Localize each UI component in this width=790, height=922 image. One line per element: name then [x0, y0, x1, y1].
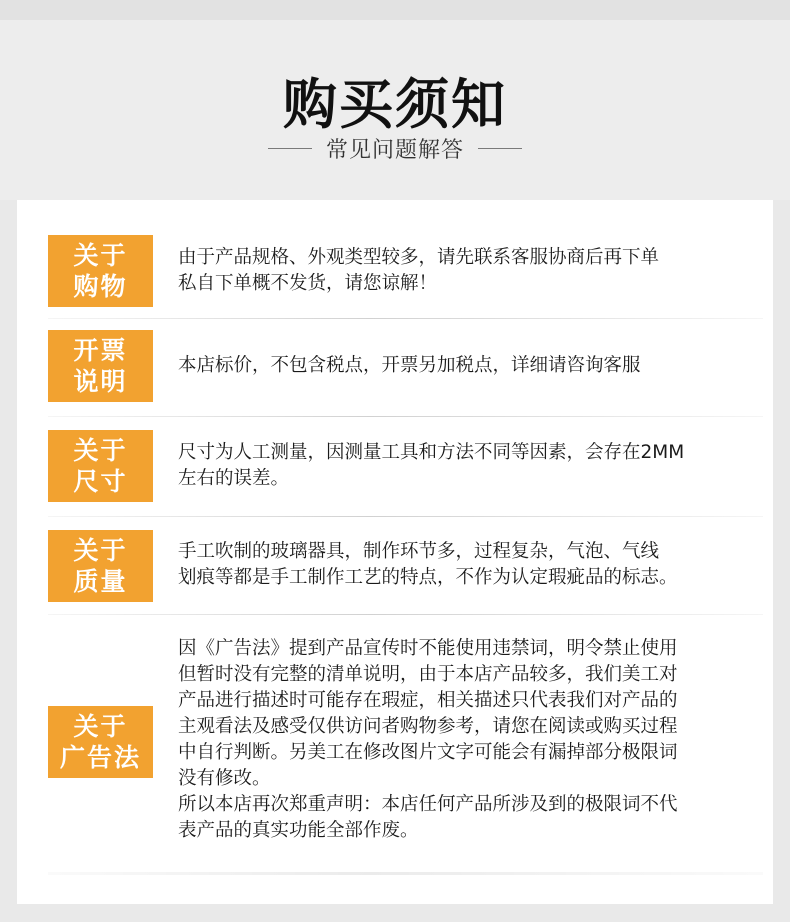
answer-line: 手工吹制的玻璃器具，制作环节多，过程复杂，气泡、气线 — [178, 541, 660, 562]
answer-line: 产品进行描述时可能存在瑕症，相关描述只代表我们对产品的 — [178, 690, 678, 711]
badge-shopping — [48, 235, 153, 307]
divider — [48, 872, 763, 875]
badge-size — [48, 430, 153, 502]
answer-size — [178, 437, 748, 495]
answer-line: 私自下单概不发货，请您谅解！ — [178, 273, 438, 294]
answer-line: 没有修改。 — [178, 768, 271, 789]
answer-quality — [178, 536, 748, 594]
answer-invoice — [178, 340, 748, 392]
divider — [48, 416, 763, 417]
answer-line: 因《广告法》提到产品宣传时不能使用违禁词，明令禁止使用 — [178, 638, 678, 659]
answer-line: 本店标价，不包含税点，开票另加税点，详细请咨询客服 — [178, 355, 641, 376]
subtitle-line-right — [478, 148, 522, 149]
answer-line: 所以本店再次郑重声明：本店任何产品所涉及到的极限词不代 — [178, 794, 678, 815]
answer-line: 表产品的真实功能全部作废。 — [178, 820, 419, 841]
answer-line: 划痕等都是手工制作工艺的特点，不作为认定瑕疵品的标志。 — [178, 567, 678, 588]
divider — [48, 614, 763, 615]
badge-label: 关于 尺寸 — [73, 436, 128, 496]
answer-line: 左右的误差。 — [178, 468, 290, 489]
badge-label: 关于 购物 — [73, 241, 128, 301]
badge-label: 关于 质量 — [73, 536, 128, 596]
answer-line: 尺寸为人工测量，因测量工具和方法不同等因素，会存在2MM — [178, 442, 685, 463]
divider — [48, 318, 763, 319]
faq-card — [17, 200, 773, 904]
badge-invoice — [48, 330, 153, 402]
answer-line: 由于产品规格、外观类型较多，请先联系客服协商后再下单 — [178, 247, 660, 268]
badge-label: 关于 广告法 — [59, 712, 141, 772]
page-subtitle: 常见问题解答 — [325, 137, 464, 163]
subtitle-row — [0, 134, 790, 162]
divider — [48, 516, 763, 517]
answer-line: 但暂时没有完整的清单说明，由于本店产品较多，我们美工对 — [178, 664, 678, 685]
page-title: 购买须知 — [283, 73, 507, 136]
answer-advertising-law — [178, 630, 748, 850]
badge-label: 开票 说明 — [73, 336, 128, 396]
answer-shopping — [178, 242, 748, 300]
answer-line: 主观看法及感受仅供访问者购物参考，请您在阅读或购买过程 — [178, 716, 678, 737]
top-strip — [0, 0, 790, 20]
subtitle-line-left — [268, 148, 312, 149]
answer-line: 中自行判断。另美工在修改图片文字可能会有漏掉部分极限词 — [178, 742, 678, 763]
badge-quality — [48, 530, 153, 602]
badge-advertising-law — [48, 706, 153, 778]
